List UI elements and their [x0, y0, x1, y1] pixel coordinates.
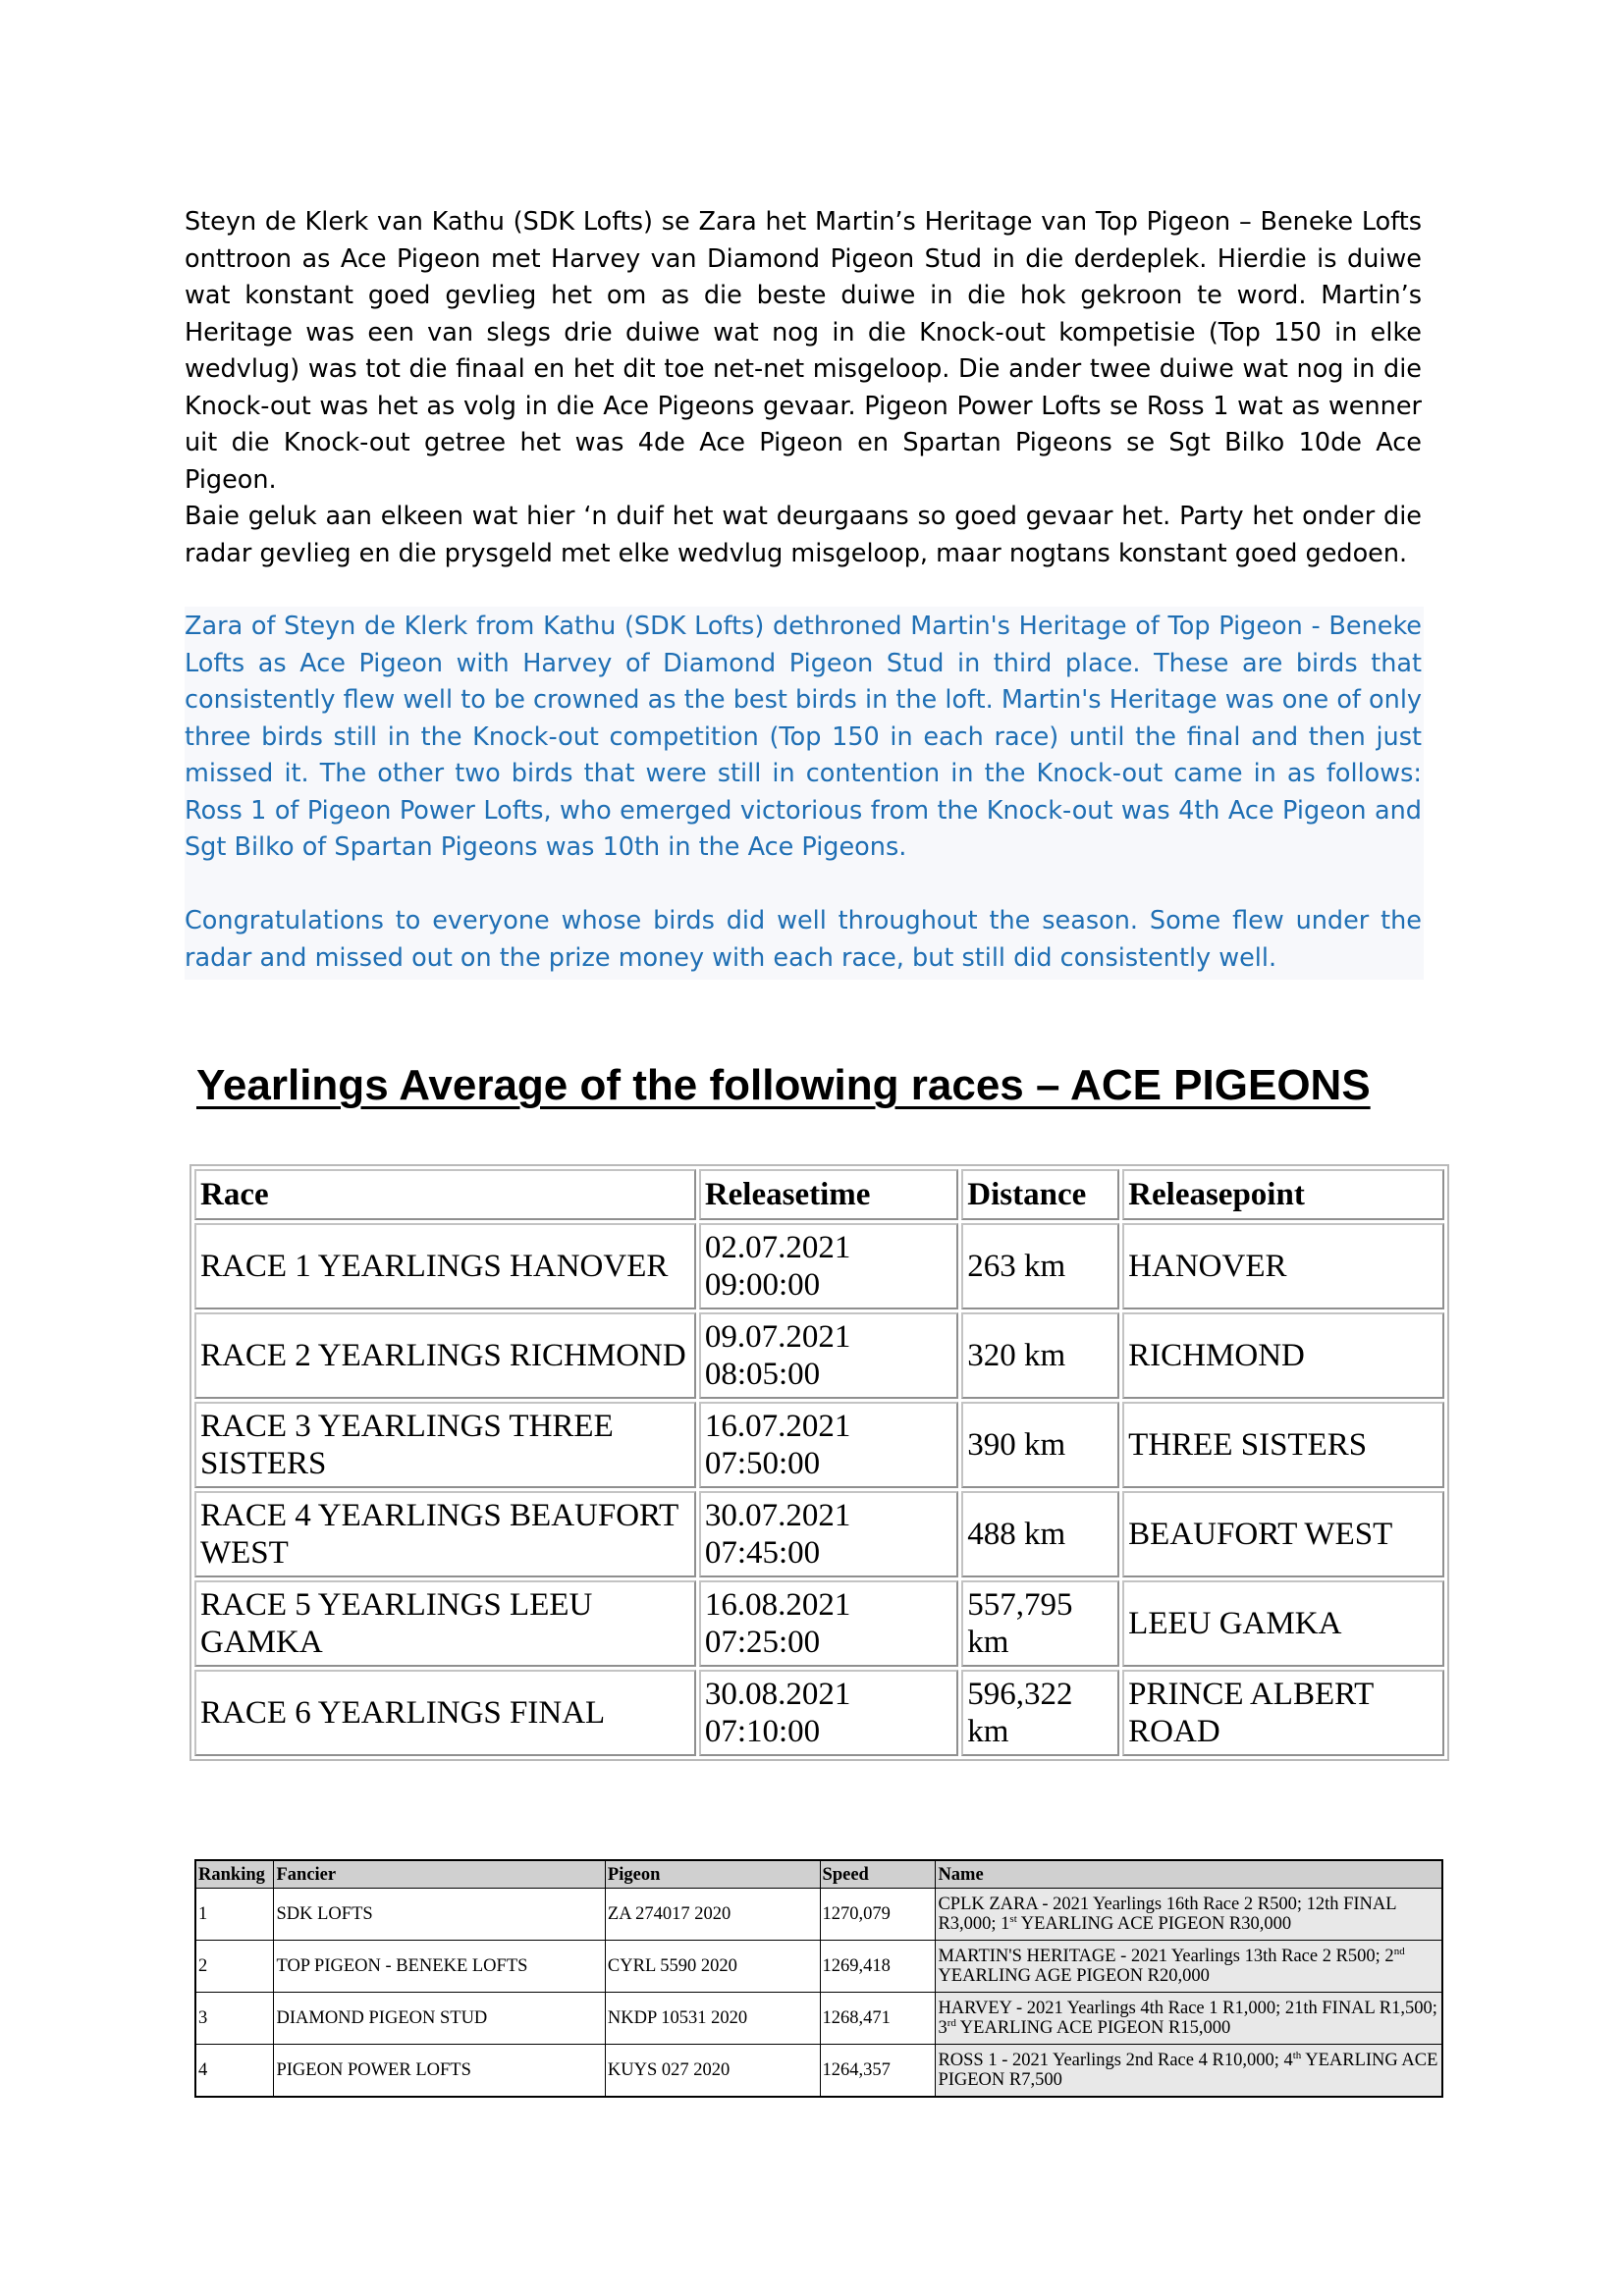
- race-name: RACE 2 YEARLINGS RICHMOND: [194, 1312, 696, 1399]
- race-row: [194, 1312, 1444, 1399]
- race-time: 09:00:00: [704, 1267, 821, 1303]
- ranking-row: [195, 1889, 1442, 1941]
- ranking-speed: 1264,357: [820, 2045, 936, 2098]
- ranking-name-text-end: YEARLING ACE PIGEON R30,000: [1016, 1914, 1292, 1934]
- race-date: 30.08.2021: [704, 1677, 851, 1712]
- english-paragraph-2: Congratulations to everyone whose birds did well throughout the season. Some flew under the radar and missed out on the prize money with each race, but still did consistently well.: [185, 906, 1422, 973]
- races-header-releasetime: Releasetime: [699, 1169, 958, 1220]
- race-releasetime: [699, 1491, 958, 1577]
- race-time: 07:10:00: [704, 1714, 821, 1749]
- race-date: 02.07.2021: [704, 1230, 851, 1265]
- ranking-name-text-end: YEARLING AGE PIGEON R20,000: [938, 1966, 1210, 1986]
- ranking-fancier: PIGEON POWER LOFTS: [274, 2045, 605, 2098]
- ranking-name-text: HARVEY - 2021 Yearlings 4th Race 1 R1,000; 21th FINAL R1,500; 3: [938, 1999, 1437, 2038]
- ranking-name-text: CPLK ZARA - 2021 Yearlings 16th Race 2 R500; 12th FINAL R3,000; 1: [938, 1895, 1396, 1934]
- afrikaans-paragraph-2: Baie geluk aan elkeen wat hier ‘n duif het wat deurgaans so goed gevaar het. Party het onder die radar gevlieg en die prysgeld met elke wedvlug misgeloop, maar nogtans konstant goed gedoen.: [185, 502, 1422, 568]
- rankings-header-name: Name: [936, 1860, 1442, 1889]
- ranking-row: [195, 2045, 1442, 2098]
- race-releasetime: [699, 1312, 958, 1399]
- race-distance: 557,795 km: [961, 1580, 1119, 1667]
- ranking-name-text-end: YEARLING ACE PIGEON R7,500: [938, 2051, 1438, 2090]
- ordinal-suffix: rd: [947, 2016, 956, 2029]
- ranking-speed: 1269,418: [820, 1941, 936, 1993]
- race-releasepoint: PRINCE ALBERT ROAD: [1122, 1670, 1444, 1756]
- ranking-fancier: SDK LOFTS: [274, 1889, 605, 1941]
- ranking-name-text: MARTIN'S HERITAGE - 2021 Yearlings 13th Race 2 R500; 2: [938, 1947, 1394, 1966]
- races-table: [189, 1164, 1449, 1761]
- race-time: 07:25:00: [704, 1625, 821, 1660]
- rankings-table: [194, 1859, 1443, 2098]
- ranking-pigeon: ZA 274017 2020: [605, 1889, 820, 1941]
- race-date: 09.07.2021: [704, 1319, 851, 1355]
- race-distance: 488 km: [961, 1491, 1119, 1577]
- race-releasepoint: HANOVER: [1122, 1223, 1444, 1309]
- ranking-position: 1: [195, 1889, 274, 1941]
- ranking-pigeon: KUYS 027 2020: [605, 2045, 820, 2098]
- ordinal-suffix: nd: [1393, 1945, 1405, 1957]
- ranking-name: [936, 2045, 1442, 2098]
- ranking-row: [195, 1941, 1442, 1993]
- ranking-pigeon: NKDP 10531 2020: [605, 1993, 820, 2045]
- race-date: 30.07.2021: [704, 1498, 851, 1533]
- race-name: RACE 6 YEARLINGS FINAL: [194, 1670, 696, 1756]
- race-time: 08:05:00: [704, 1357, 821, 1392]
- race-distance: 320 km: [961, 1312, 1119, 1399]
- race-releasepoint: BEAUFORT WEST: [1122, 1491, 1444, 1577]
- race-row: [194, 1670, 1444, 1756]
- race-releasetime: [699, 1670, 958, 1756]
- race-row: [194, 1491, 1444, 1577]
- race-distance: 263 km: [961, 1223, 1119, 1309]
- race-name: RACE 1 YEARLINGS HANOVER: [194, 1223, 696, 1309]
- ranking-position: 4: [195, 2045, 274, 2098]
- ranking-row: [195, 1993, 1442, 2045]
- ordinal-suffix: th: [1292, 2049, 1302, 2061]
- race-time: 07:50:00: [704, 1446, 821, 1481]
- race-releasepoint: RICHMOND: [1122, 1312, 1444, 1399]
- ranking-name-text-end: YEARLING ACE PIGEON R15,000: [955, 2018, 1231, 2038]
- rankings-header-fancier: Fancier: [274, 1860, 605, 1889]
- race-releasepoint: THREE SISTERS: [1122, 1402, 1444, 1488]
- races-header-race: Race: [194, 1169, 696, 1220]
- ranking-name: [936, 1993, 1442, 2045]
- race-distance: 390 km: [961, 1402, 1119, 1488]
- race-releasetime: [699, 1402, 958, 1488]
- race-time: 07:45:00: [704, 1535, 821, 1571]
- rankings-header-speed: Speed: [820, 1860, 936, 1889]
- ordinal-suffix: st: [1009, 1912, 1017, 1925]
- ranking-name: [936, 1941, 1442, 1993]
- ranking-name: [936, 1889, 1442, 1941]
- races-header-releasepoint: Releasepoint: [1122, 1169, 1444, 1220]
- race-date: 16.07.2021: [704, 1409, 851, 1444]
- race-row: [194, 1223, 1444, 1309]
- rankings-header-row: [195, 1860, 1442, 1889]
- race-row: [194, 1402, 1444, 1488]
- race-name: RACE 5 YEARLINGS LEEU GAMKA: [194, 1580, 696, 1667]
- race-name: RACE 3 YEARLINGS THREE SISTERS: [194, 1402, 696, 1488]
- race-distance: 596,322 km: [961, 1670, 1119, 1756]
- ranking-name-text: ROSS 1 - 2021 Yearlings 2nd Race 4 R10,000; 4: [938, 2051, 1293, 2070]
- afrikaans-paragraph-1: Steyn de Klerk van Kathu (SDK Lofts) se Zara het Martin’s Heritage van Top Pigeon – Beneke Lofts onttroon as Ace Pigeon met Harvey van Diamond Pigeon Stud in die derdeplek. Hierdie is duiwe wat konstant goed gevlieg het om as die beste duiwe in die hok gekroon te word. Martin’s Heritage was een van slegs drie duiwe wat nog in die Knock-out kompetisie (Top 150 in elke wedvlug) was tot die finaal en het dit toe net-net misgeloop. Die ander twee duiwe wat nog in die Knock-out was het as volg in die Ace Pigeons gevaar. Pigeon Power Lofts se Ross 1 wat as wenner uit die Knock-out getree het was 4de Ace Pigeon en Spartan Pigeons se Sgt Bilko 10de Ace Pigeon.: [185, 207, 1422, 495]
- ranking-fancier: DIAMOND PIGEON STUD: [274, 1993, 605, 2045]
- rankings-header-pigeon: Pigeon: [605, 1860, 820, 1889]
- ranking-speed: 1268,471: [820, 1993, 936, 2045]
- race-releasetime: [699, 1223, 958, 1309]
- ranking-pigeon: CYRL 5590 2020: [605, 1941, 820, 1993]
- ranking-position: 2: [195, 1941, 274, 1993]
- ranking-speed: 1270,079: [820, 1889, 936, 1941]
- ranking-fancier: TOP PIGEON - BENEKE LOFTS: [274, 1941, 605, 1993]
- english-paragraph-1: Zara of Steyn de Klerk from Kathu (SDK Lofts) dethroned Martin's Heritage of Top Pigeon - Beneke Lofts as Ace Pigeon with Harvey of Diamond Pigeon Stud in third place. These are birds that consistently flew well to be crowned as the best birds in the loft. Martin's Heritage was one of only three birds still in the Knock-out competition (Top 150 in each race) until the final and then just missed it. The other two birds that were still in contention in the Knock-out came in as follows: Ross 1 of Pigeon Power Lofts, who emerged victorious from the Knock-out was 4th Ace Pigeon and Sgt Bilko of Spartan Pigeons was 10th in the Ace Pigeons.: [185, 612, 1422, 862]
- race-releasetime: [699, 1580, 958, 1667]
- races-header-row: [194, 1169, 1444, 1220]
- rankings-header-ranking: Ranking: [195, 1860, 274, 1889]
- race-releasepoint: LEEU GAMKA: [1122, 1580, 1444, 1667]
- ranking-position: 3: [195, 1993, 274, 2045]
- race-row: [194, 1580, 1444, 1667]
- race-date: 16.08.2021: [704, 1587, 851, 1623]
- section-heading: Yearlings Average of the following races – ACE PIGEONS: [196, 1061, 1371, 1109]
- races-header-distance: Distance: [961, 1169, 1119, 1220]
- race-name: RACE 4 YEARLINGS BEAUFORT WEST: [194, 1491, 696, 1577]
